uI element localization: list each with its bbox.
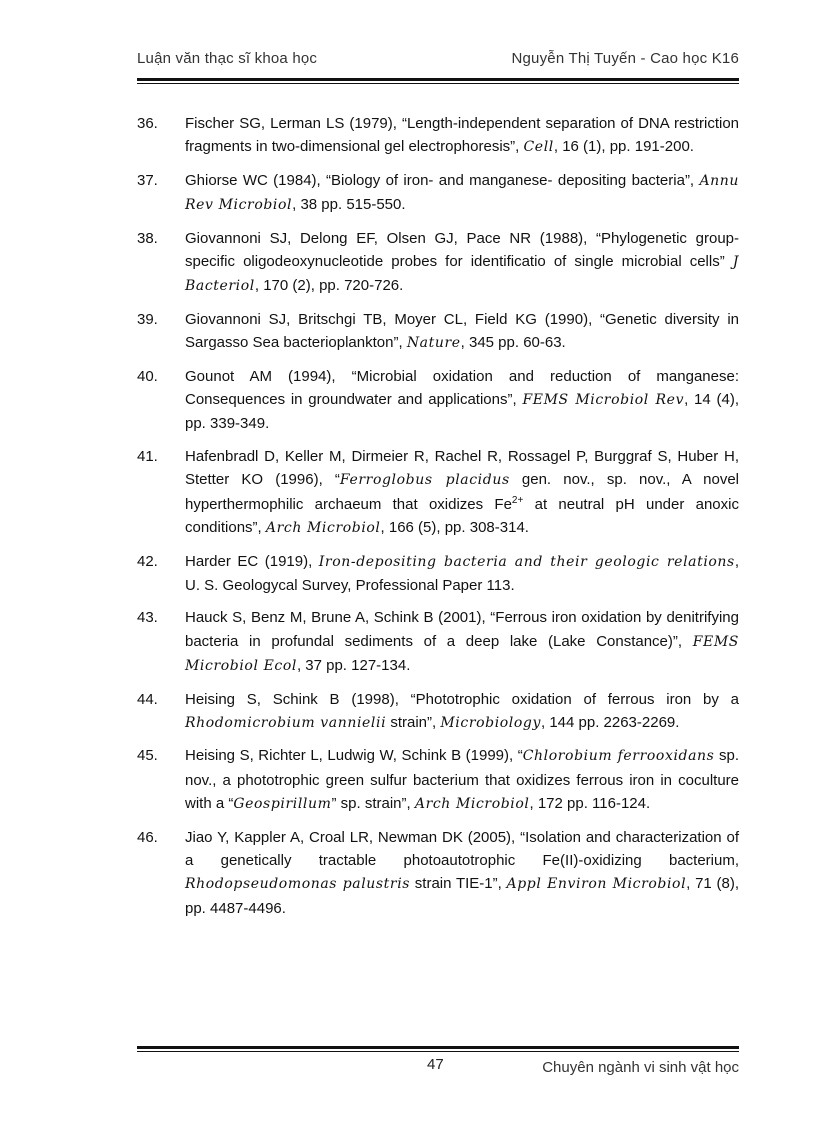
journal-name: Arch Microbiol [414,796,530,813]
reference-item-41: 41. Hafenbradl D, Keller M, Dirmeier R, Rachel R, Rossagel P, Burggraf S, Huber H, Stetter KO (1996), “Ferroglobus placidus gen. nov., sp. nov., A novel hyperthermophilic archaeum that oxidizes $Fe^{2+}$ at neutral pH under anoxic conditions”, Arch Microbiol, 166 (5), pp. 308-314. [137,445,739,541]
reference-item-43: 43. Hauck S, Benz M, Brune A, Schink B (2001), “Ferrous iron oxidation by denitrifying bacteria in profundal sediments of a deep lake (Lake Constance)”, FEMS Microbiol Ecol, 37 pp. 127-134. [137,606,739,678]
journal-name: FEMS Microbiol Rev [522,392,685,409]
reference-item-44: 44. Heising S, Schink B (1998), “Phototrophic oxidation of ferrous iron by a Rhodomicrobium vannielii strain”, Microbiology, 144 pp. 2263-2269. [137,688,739,736]
page-footer [137,1056,739,1082]
reference-item-38: 38. Giovannoni SJ, Delong EF, Olsen GJ, Pace NR (1988), “Phylogenetic group-specific oligodeoxynucleotide probes for identificatio of single microbial cells” J Bacteriol, 170 (2), pp. 720-726. [137,227,739,299]
header-author: Nguyễn Thị Tuyến - Cao học K16 [511,50,739,67]
journal-name: Appl Environ Microbiol [506,876,687,893]
footer-major: Chuyên ngành vi sinh vật học [542,1059,739,1076]
book-title: Iron-depositing bacteria and their geologic relations [318,553,735,570]
species-name: Rhodomicrobium vannielii [185,714,387,731]
page-number: 47 [427,1056,444,1073]
journal-name: Microbiology [440,714,541,731]
reference-number: 46. [137,828,158,846]
reference-item-39: 39. Giovannoni SJ, Britschgi TB, Moyer CL, Field KG (1990), “Genetic diversity in Sargasso Sea bacterioplankton”, Nature, 345 pp. 60-63. [137,308,739,356]
journal-name: Arch Microbiol [265,520,381,537]
reference-number: 43. [137,609,158,627]
reference-item-46: 46. Jiao Y, Kappler A, Croal LR, Newman DK (2005), “Isolation and characterization of a genetically tractable photoautotrophic Fe(II)-oxidizing bacterium, Rhodopseudomonas palustris strain TIE-1”, Appl Environ Microbiol, 71 (8), pp. 4487-4496. [137,826,739,921]
journal-name: FEMS Microbiol Ecol [185,633,739,675]
reference-list [137,112,739,929]
reference-number: 41. [137,447,158,465]
header-thesis-title: Luận văn thạc sĩ khoa học [137,50,318,67]
ion-charge: 2+ [511,494,524,506]
header-rule-thick [137,78,739,81]
journal-name: Cell [523,139,554,156]
page-header [137,50,739,76]
species-name: Ferroglobus placidus [339,472,510,489]
reference-number: 40. [137,367,158,385]
species-name: Chlorobium ferrooxidans [522,748,715,765]
reference-number: 38. [137,229,158,247]
reference-number: 39. [137,310,158,328]
reference-number: 44. [137,690,158,708]
reference-item-37: 37. Ghiorse WC (1984), “Biology of iron- and manganese- depositing bacteria”, Annu Rev Microbiol, 38 pp. 515-550. [137,169,739,218]
species-name: Rhodopseudomonas palustris [185,876,411,893]
reference-item-42: 42. Harder EC (1919), Iron-depositing bacteria and their geologic relations, U. S. Geologycal Survey, Professional Paper 113. [137,550,739,598]
footer-rule-thick [137,1046,739,1049]
genus-name: Geospirillum [233,796,332,813]
reference-number: 45. [137,747,158,765]
header-rule-thin [137,83,739,84]
reference-number: 36. [137,115,158,132]
reference-number: 42. [137,552,158,570]
reference-item-45: 45. Heising S, Richter L, Ludwig W, Schink B (1999), “Chlorobium ferrooxidans sp. nov., a phototrophic green sulfur bacterium that oxidizes ferrous iron in coculture with a “Geospirillum” sp. strain”, Arch Microbiol, 172 pp. 116-124. [137,744,739,816]
journal-name: J Bacteriol [185,254,739,295]
journal-name: Annu Rev Microbiol [185,172,739,214]
reference-item-40: 40. Gounot AM (1994), “Microbial oxidation and reduction of manganese: Consequences in groundwater and applications”, FEMS Microbiol Rev, 14 (4), pp. 339-349. [137,365,739,436]
footer-rule-thin [137,1051,739,1052]
reference-item-36: 36. Fischer SG, Lerman LS (1979), “Length-independent separation of DNA restriction fragments in two-dimensional gel electrophoresis”, Cell, 16 (1), pp. 191-200. [137,112,739,160]
reference-number: 37. [137,171,158,189]
journal-name: Nature [406,335,461,352]
